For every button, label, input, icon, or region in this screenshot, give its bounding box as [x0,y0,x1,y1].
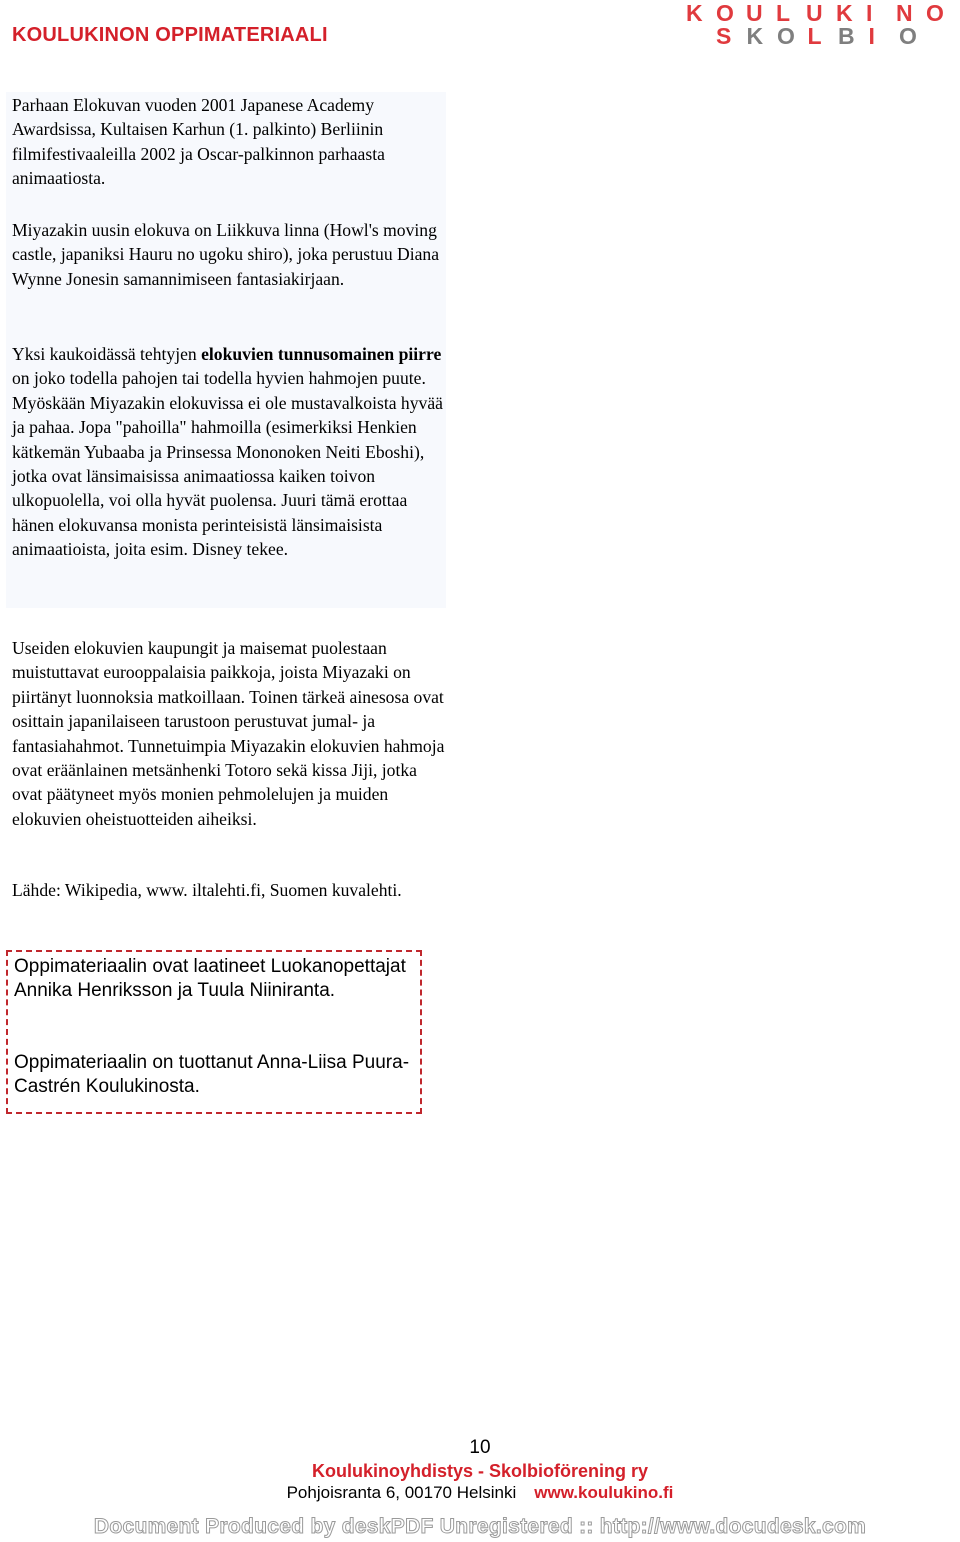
body-paragraph-latest-film: Miyazakin uusin elokuva on Liikkuva linna (Howl's moving castle, japaniksi Hauru no ugoku shiro), joka perustuu Diana Wynne Jonesin samannimiseen fantasiakirjaan. [12,220,440,289]
logo-letter: K [836,0,853,26]
logo-letter: I [868,23,875,49]
logo-letter: L [776,0,791,26]
logo-letter: O [899,23,917,49]
sources-line: Lähde: Wikipedia, www. iltalehti.fi, Suomen kuvalehti. [12,880,402,900]
document-header-title: KOULUKINON OPPIMATERIAALI [12,24,328,46]
logo-letter: K [686,0,703,26]
logo-letter: O [716,0,734,26]
body-paragraph-awards: Parhaan Elokuvan vuoden 2001 Japanese Academy Awardsissa, Kultaisen Karhun (1. palkinto) Berliinin filmifestivaaleilla 2002 ja Oscar-palkinnon parhaasta animaatiosta. [12,95,385,189]
body-paragraph-characters [12,342,448,562]
logo-letter: O [777,23,795,49]
footer-address: Pohjoisranta 6, 00170 Helsinki [286,1483,517,1502]
p3-text-end: on joko todella pahojen tai todella hyvien hahmojen puute. Myöskään Miyazakin elokuvissa ei ole mustavalkoista hyvää ja pahaa. Jopa "pahoilla" hahmoilla (esimerkiksi Henkien kätkemän Yubaaba ja Prinsessa Mononoken Neiti Eboshi), jotka ovat länsimaisissa animaatiossa kaiken toivon ulkopuolella, voi olla hyvät puolensa. Juuri tämä erottaa hänen elokuvansa monista perinteisistä länsimaisista animaatioista, joita esim. Disney tekee. [12,368,443,560]
logo-letter: O [926,0,944,26]
logo-row-koulukino [686,2,956,25]
koulukino-logo [686,2,956,48]
logo-letter: U [806,0,823,26]
p3-text-start: Yksi kaukoidässä tehtyjen [12,344,202,364]
logo-letter: L [807,23,822,49]
logo-row-skolbio [686,25,956,48]
footer-website-link[interactable]: www.koulukino.fi [534,1483,674,1502]
credits-authors: Oppimateriaalin ovat laatineet Luokanopettajat Annika Henriksson ja Tuula Niiniranta. [14,956,406,1001]
logo-letter: U [746,0,763,26]
credits-producer: Oppimateriaalin on tuottanut Anna-Liisa Puura-Castrén Koulukinosta. [14,1052,410,1097]
logo-letter: I [866,0,873,26]
page-number: 10 [469,1437,491,1458]
logo-letter: S [716,23,732,49]
body-paragraph-landscapes: Useiden elokuvien kaupungit ja maisemat puolestaan muistuttavat eurooppalaisia paikkoja, joista Miyazaki on piirtänyt luonnoksia matkoillaan. Toinen tärkeä ainesosa ovat osittain japanilaiseen tarustoon perustuvat jumal- ja fantasiahahmot. Tunnetuimpia Miyazakin elokuvien hahmoja ovat eräänlainen metsänhenki Totoro sekä kissa Jiji, jotka ovat päätyneet myös monien pehmolelujen ja muiden elokuvien oheistuotteiden aiheiksi. [12,638,445,829]
logo-letter: B [838,23,855,49]
footer-address-line [0,1483,960,1503]
p3-bold-phrase: elokuvien tunnusomainen piirre [201,344,442,364]
logo-letter: N [896,0,913,26]
pdf-watermark: Document Produced by deskPDF Unregistered :: http://www.docudesk.com [93,1515,867,1538]
logo-letter: K [746,23,764,49]
credits-box [6,950,422,1114]
footer-organization: Koulukinoyhdistys - Skolbioförening ry [311,1461,649,1481]
